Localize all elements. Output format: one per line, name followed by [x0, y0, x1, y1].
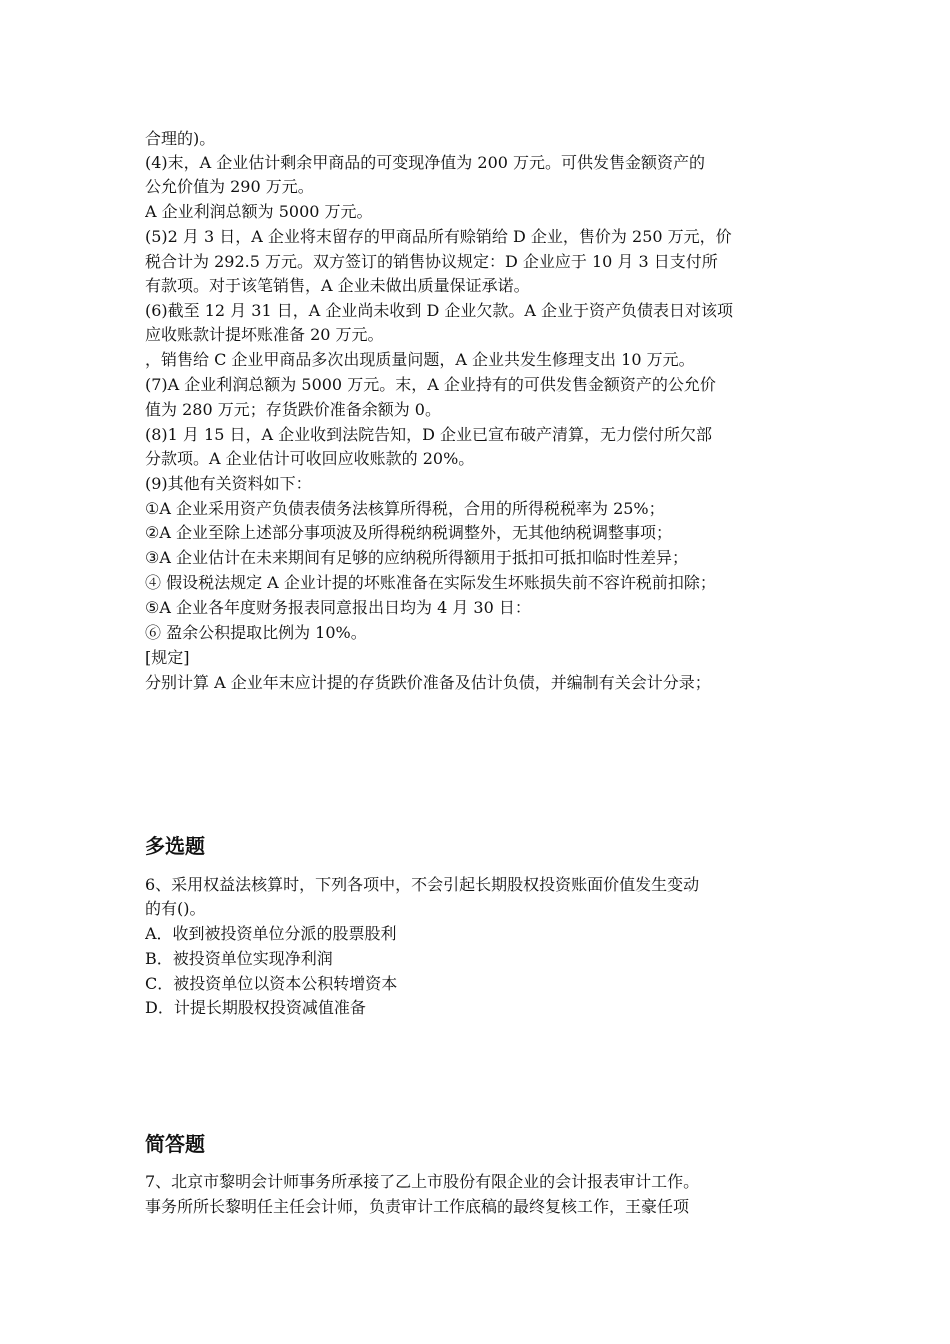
- text-line: [规定]: [145, 648, 190, 667]
- text-line: (9)其他有关资料如下：: [145, 474, 312, 493]
- text-line: ②A 企业至除上述部分事项波及所得税纳税调整外，无其他纳税调整事项；: [145, 523, 672, 542]
- text-line: ④ 假设税法规定 A 企业计提的坏账准备在实际发生坏账损失前不容许税前扣除；: [145, 573, 716, 592]
- question-text: 6、采用权益法核算时，下列各项中，不会引起长期股权投资账面价值发生变动: [145, 875, 700, 894]
- option-a: A．收到被投资单位分派的股票股利: [145, 924, 397, 943]
- text-line: ③A 企业估计在未来期间有足够的应纳税所得额用于抵扣可抵扣临时性差异；: [145, 548, 688, 567]
- text-line: 分款项。A 企业估计可收回应收账款的 20%。: [145, 449, 475, 468]
- question-text: 7、北京市黎明会计师事务所承接了乙上市股份有限企业的会计报表审计工作。: [145, 1172, 700, 1191]
- text-line: 有款项。对于该笔销售，A 企业未做出质量保证承诺。: [145, 276, 530, 295]
- text-line: 公允价值为 290 万元。: [145, 177, 314, 196]
- question-text: 事务所所长黎明任主任会计师，负责审计工作底稿的最终复核工作，王豪任项: [145, 1197, 690, 1216]
- option-c: C．被投资单位以资本公积转增资本: [145, 974, 398, 993]
- text-line: 值为 280 万元；存货跌价准备余额为 0。: [145, 400, 441, 419]
- text-line: (4)末，A 企业估计剩余甲商品的可变现净值为 200 万元。可供发售金额资产的: [145, 153, 706, 172]
- question-text: 的有()。: [145, 899, 206, 918]
- text-line: ⑥ 盈余公积提取比例为 10%。: [145, 623, 367, 642]
- text-line: (8)1 月 15 日，A 企业收到法院告知，D 企业已宣布破产清算，无力偿付所欠部: [145, 425, 713, 444]
- text-line: ，销售给 C 企业甲商品多次出现质量问题，A 企业共发生修理支出 10 万元。: [145, 350, 695, 369]
- text-line: (5)2 月 3 日，A 企业将末留存的甲商品所有赊销给 D 企业，售价为 250 万元，价: [145, 227, 732, 246]
- text-line: (7)A 企业利润总额为 5000 万元。末，A 企业持有的可供发售金额资产的公允价: [145, 375, 716, 394]
- section-heading-multiple-choice: 多选题: [145, 834, 205, 858]
- text-line: 应收账款计提坏账准备 20 万元。: [145, 325, 384, 344]
- text-line: 税合计为 292.5 万元。双方签订的销售协议规定：D 企业应于 10 月 3 日支付所: [145, 252, 718, 271]
- text-line: (6)截至 12 月 31 日，A 企业尚未收到 D 企业欠款。A 企业于资产负债表日对该项: [145, 301, 734, 320]
- option-b: B．被投资单位实现净利润: [145, 949, 333, 968]
- text-line: A 企业利润总额为 5000 万元。: [145, 202, 373, 221]
- text-line: ①A 企业采用资产负债表债务法核算所得税，合用的所得税税率为 25%；: [145, 499, 665, 518]
- text-line: ⑤A 企业各年度财务报表同意报出日均为 4 月 30 日：: [145, 598, 531, 617]
- text-line: 分别计算 A 企业年末应计提的存货跌价准备及估计负债，并编制有关会计分录；: [145, 673, 711, 692]
- text-line: 合理的)。: [145, 129, 216, 148]
- option-d: D．计提长期股权投资减值准备: [145, 998, 366, 1017]
- section-heading-short-answer: 简答题: [145, 1132, 205, 1156]
